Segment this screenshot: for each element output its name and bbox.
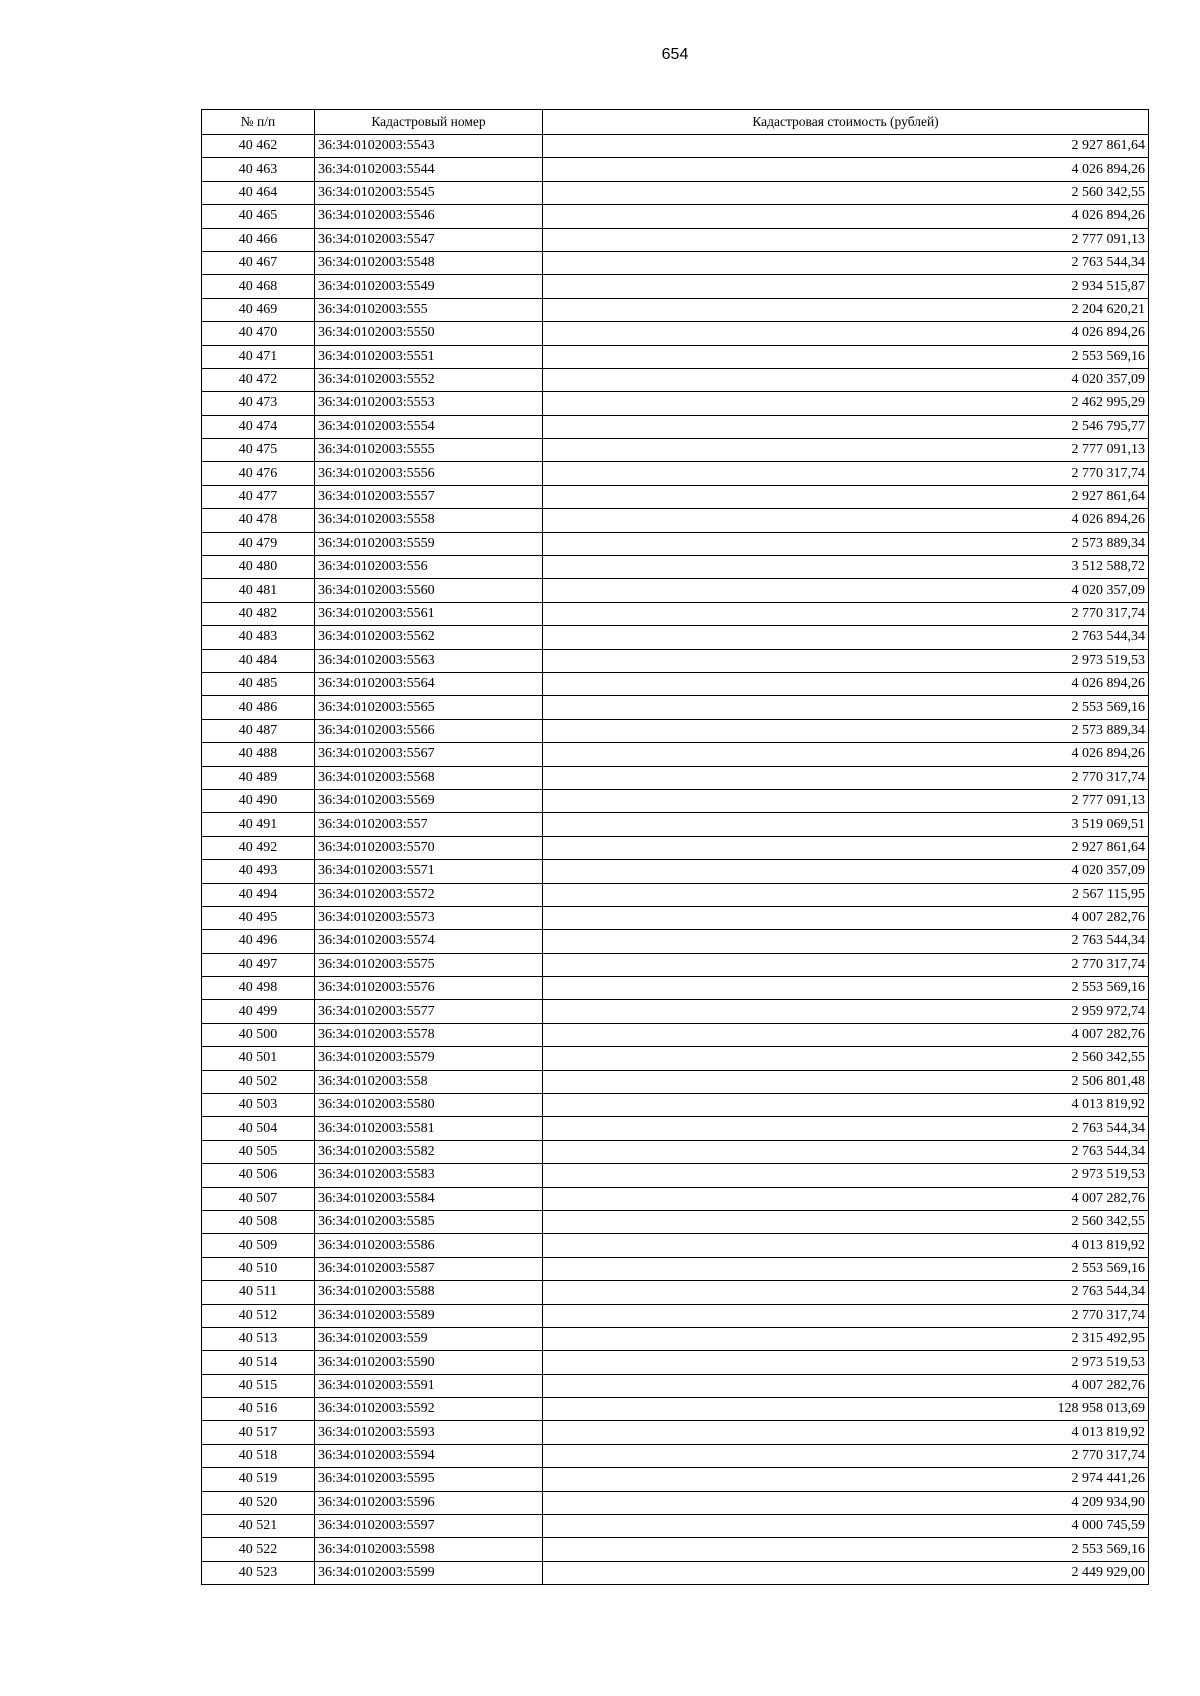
cadastral-number-cell: 36:34:0102003:5565 <box>315 696 543 719</box>
cadastral-value-cell: 2 567 115,95 <box>543 883 1149 906</box>
table-row <box>202 649 1149 672</box>
cadastral-number-cell: 36:34:0102003:5548 <box>315 251 543 274</box>
header-row-number: № п/п <box>202 110 315 135</box>
cadastral-number-cell: 36:34:0102003:5586 <box>315 1234 543 1257</box>
cadastral-number-cell: 36:34:0102003:5561 <box>315 602 543 625</box>
cadastral-value-cell: 4 000 745,59 <box>543 1515 1149 1538</box>
row-number-cell: 40 510 <box>202 1257 315 1280</box>
row-number-cell: 40 462 <box>202 135 315 158</box>
table-row <box>202 135 1149 158</box>
cadastral-number-cell: 36:34:0102003:5597 <box>315 1515 543 1538</box>
table-row <box>202 251 1149 274</box>
table-row <box>202 743 1149 766</box>
cadastral-number-cell: 36:34:0102003:5594 <box>315 1444 543 1467</box>
cadastral-number-cell: 36:34:0102003:5564 <box>315 672 543 695</box>
cadastral-value-cell: 2 934 515,87 <box>543 275 1149 298</box>
row-number-cell: 40 464 <box>202 181 315 204</box>
table-row <box>202 205 1149 228</box>
cadastral-value-cell: 4 007 282,76 <box>543 1187 1149 1210</box>
cadastral-number-cell: 36:34:0102003:5551 <box>315 345 543 368</box>
cadastral-number-cell: 36:34:0102003:5591 <box>315 1374 543 1397</box>
cadastral-number-cell: 36:34:0102003:5598 <box>315 1538 543 1561</box>
table-row <box>202 322 1149 345</box>
table-header <box>202 110 1149 135</box>
table-row <box>202 439 1149 462</box>
cadastral-number-cell: 36:34:0102003:5582 <box>315 1140 543 1163</box>
table-row <box>202 813 1149 836</box>
row-number-cell: 40 498 <box>202 977 315 1000</box>
row-number-cell: 40 512 <box>202 1304 315 1327</box>
cadastral-number-cell: 36:34:0102003:5558 <box>315 509 543 532</box>
cadastral-number-cell: 36:34:0102003:5599 <box>315 1561 543 1584</box>
cadastral-value-cell: 2 506 801,48 <box>543 1070 1149 1093</box>
cadastral-number-cell: 36:34:0102003:5553 <box>315 392 543 415</box>
cadastral-value-cell: 3 512 588,72 <box>543 556 1149 579</box>
cadastral-value-cell: 2 777 091,13 <box>543 789 1149 812</box>
table-row <box>202 532 1149 555</box>
table-row <box>202 579 1149 602</box>
table-row <box>202 1187 1149 1210</box>
header-cadastral-value: Кадастровая стоимость (рублей) <box>543 110 1149 135</box>
table-row <box>202 766 1149 789</box>
row-number-cell: 40 518 <box>202 1444 315 1467</box>
cadastral-value-cell: 4 013 819,92 <box>543 1234 1149 1257</box>
cadastral-value-cell: 2 315 492,95 <box>543 1327 1149 1350</box>
cadastral-value-cell: 2 560 342,55 <box>543 1210 1149 1233</box>
row-number-cell: 40 506 <box>202 1164 315 1187</box>
row-number-cell: 40 492 <box>202 836 315 859</box>
cadastral-number-cell: 36:34:0102003:5578 <box>315 1023 543 1046</box>
cadastral-value-cell: 4 026 894,26 <box>543 158 1149 181</box>
row-number-cell: 40 491 <box>202 813 315 836</box>
cadastral-number-cell: 36:34:0102003:5589 <box>315 1304 543 1327</box>
header-cadastral-number: Кадастровый номер <box>315 110 543 135</box>
cadastral-number-cell: 36:34:0102003:5593 <box>315 1421 543 1444</box>
row-number-cell: 40 468 <box>202 275 315 298</box>
cadastral-value-cell: 4 026 894,26 <box>543 509 1149 532</box>
table-row <box>202 1351 1149 1374</box>
cadastral-value-cell: 2 560 342,55 <box>543 1047 1149 1070</box>
table-row <box>202 1140 1149 1163</box>
row-number-cell: 40 503 <box>202 1094 315 1117</box>
table-row <box>202 789 1149 812</box>
cadastral-number-cell: 36:34:0102003:5579 <box>315 1047 543 1070</box>
table-row <box>202 1561 1149 1584</box>
row-number-cell: 40 471 <box>202 345 315 368</box>
row-number-cell: 40 484 <box>202 649 315 672</box>
row-number-cell: 40 483 <box>202 626 315 649</box>
cadastral-number-cell: 36:34:0102003:557 <box>315 813 543 836</box>
row-number-cell: 40 505 <box>202 1140 315 1163</box>
cadastral-value-cell: 2 763 544,34 <box>543 1281 1149 1304</box>
table-body <box>202 135 1149 1585</box>
table-row <box>202 1304 1149 1327</box>
row-number-cell: 40 482 <box>202 602 315 625</box>
row-number-cell: 40 478 <box>202 509 315 532</box>
cadastral-number-cell: 36:34:0102003:5552 <box>315 368 543 391</box>
cadastral-number-cell: 36:34:0102003:5569 <box>315 789 543 812</box>
cadastral-number-cell: 36:34:0102003:5563 <box>315 649 543 672</box>
row-number-cell: 40 513 <box>202 1327 315 1350</box>
cadastral-number-cell: 36:34:0102003:5559 <box>315 532 543 555</box>
table-row <box>202 158 1149 181</box>
table-row <box>202 1070 1149 1093</box>
cadastral-number-cell: 36:34:0102003:558 <box>315 1070 543 1093</box>
row-number-cell: 40 509 <box>202 1234 315 1257</box>
cadastral-value-cell: 2 770 317,74 <box>543 602 1149 625</box>
cadastral-number-cell: 36:34:0102003:5573 <box>315 906 543 929</box>
row-number-cell: 40 467 <box>202 251 315 274</box>
row-number-cell: 40 493 <box>202 860 315 883</box>
table-row <box>202 181 1149 204</box>
cadastral-value-cell: 128 958 013,69 <box>543 1398 1149 1421</box>
cadastral-number-cell: 36:34:0102003:5567 <box>315 743 543 766</box>
table-row <box>202 1538 1149 1561</box>
table-row <box>202 228 1149 251</box>
cadastral-number-cell: 36:34:0102003:5555 <box>315 439 543 462</box>
table-row <box>202 1281 1149 1304</box>
cadastral-value-cell: 4 007 282,76 <box>543 1374 1149 1397</box>
cadastral-value-cell: 2 927 861,64 <box>543 485 1149 508</box>
cadastral-number-cell: 36:34:0102003:5546 <box>315 205 543 228</box>
cadastral-value-cell: 2 763 544,34 <box>543 251 1149 274</box>
row-number-cell: 40 515 <box>202 1374 315 1397</box>
cadastral-number-cell: 36:34:0102003:555 <box>315 298 543 321</box>
cadastral-value-cell: 2 973 519,53 <box>543 649 1149 672</box>
row-number-cell: 40 520 <box>202 1491 315 1514</box>
table-row <box>202 1257 1149 1280</box>
cadastral-value-cell: 2 770 317,74 <box>543 953 1149 976</box>
table-row <box>202 1047 1149 1070</box>
row-number-cell: 40 516 <box>202 1398 315 1421</box>
cadastral-number-cell: 36:34:0102003:5581 <box>315 1117 543 1140</box>
table-row <box>202 1000 1149 1023</box>
row-number-cell: 40 511 <box>202 1281 315 1304</box>
table-row <box>202 275 1149 298</box>
cadastral-value-cell: 2 573 889,34 <box>543 532 1149 555</box>
cadastral-value-cell: 4 026 894,26 <box>543 322 1149 345</box>
row-number-cell: 40 472 <box>202 368 315 391</box>
row-number-cell: 40 475 <box>202 439 315 462</box>
row-number-cell: 40 517 <box>202 1421 315 1444</box>
row-number-cell: 40 490 <box>202 789 315 812</box>
cadastral-value-cell: 2 777 091,13 <box>543 439 1149 462</box>
row-number-cell: 40 474 <box>202 415 315 438</box>
table-row <box>202 1398 1149 1421</box>
table-row <box>202 672 1149 695</box>
cadastral-number-cell: 36:34:0102003:5575 <box>315 953 543 976</box>
row-number-cell: 40 476 <box>202 462 315 485</box>
cadastral-number-cell: 36:34:0102003:5568 <box>315 766 543 789</box>
row-number-cell: 40 519 <box>202 1468 315 1491</box>
row-number-cell: 40 507 <box>202 1187 315 1210</box>
table-row <box>202 1164 1149 1187</box>
row-number-cell: 40 485 <box>202 672 315 695</box>
row-number-cell: 40 489 <box>202 766 315 789</box>
table-row <box>202 1421 1149 1444</box>
cadastral-value-cell: 2 927 861,64 <box>543 135 1149 158</box>
cadastral-number-cell: 36:34:0102003:5571 <box>315 860 543 883</box>
row-number-cell: 40 521 <box>202 1515 315 1538</box>
row-number-cell: 40 500 <box>202 1023 315 1046</box>
cadastral-number-cell: 36:34:0102003:5560 <box>315 579 543 602</box>
row-number-cell: 40 469 <box>202 298 315 321</box>
cadastral-value-cell: 4 007 282,76 <box>543 906 1149 929</box>
row-number-cell: 40 477 <box>202 485 315 508</box>
cadastral-number-cell: 36:34:0102003:5566 <box>315 719 543 742</box>
table-row <box>202 1515 1149 1538</box>
table-row <box>202 1094 1149 1117</box>
cadastral-value-cell: 2 973 519,53 <box>543 1164 1149 1187</box>
cadastral-number-cell: 36:34:0102003:556 <box>315 556 543 579</box>
row-number-cell: 40 523 <box>202 1561 315 1584</box>
cadastral-number-cell: 36:34:0102003:5588 <box>315 1281 543 1304</box>
cadastral-number-cell: 36:34:0102003:5590 <box>315 1351 543 1374</box>
cadastral-value-cell: 4 007 282,76 <box>543 1023 1149 1046</box>
cadastral-value-cell: 2 462 995,29 <box>543 392 1149 415</box>
cadastral-value-cell: 2 959 972,74 <box>543 1000 1149 1023</box>
cadastral-number-cell: 36:34:0102003:5574 <box>315 930 543 953</box>
cadastral-number-cell: 36:34:0102003:5562 <box>315 626 543 649</box>
cadastral-number-cell: 36:34:0102003:5584 <box>315 1187 543 1210</box>
cadastral-number-cell: 36:34:0102003:5544 <box>315 158 543 181</box>
row-number-cell: 40 501 <box>202 1047 315 1070</box>
row-number-cell: 40 463 <box>202 158 315 181</box>
cadastral-number-cell: 36:34:0102003:5595 <box>315 1468 543 1491</box>
table-row <box>202 1234 1149 1257</box>
cadastral-value-cell: 2 777 091,13 <box>543 228 1149 251</box>
row-number-cell: 40 466 <box>202 228 315 251</box>
table-row <box>202 368 1149 391</box>
table-row <box>202 1327 1149 1350</box>
cadastral-value-cell: 4 020 357,09 <box>543 579 1149 602</box>
row-number-cell: 40 514 <box>202 1351 315 1374</box>
page-number: 654 <box>661 46 689 63</box>
cadastral-value-cell: 2 204 620,21 <box>543 298 1149 321</box>
row-number-cell: 40 465 <box>202 205 315 228</box>
cadastral-value-cell: 3 519 069,51 <box>543 813 1149 836</box>
table-row <box>202 415 1149 438</box>
cadastral-value-cell: 2 553 569,16 <box>543 977 1149 1000</box>
row-number-cell: 40 486 <box>202 696 315 719</box>
cadastral-value-cell: 2 546 795,77 <box>543 415 1149 438</box>
row-number-cell: 40 470 <box>202 322 315 345</box>
cadastral-value-cell: 4 026 894,26 <box>543 672 1149 695</box>
table-row <box>202 906 1149 929</box>
table-row <box>202 392 1149 415</box>
table-row <box>202 1374 1149 1397</box>
table-row <box>202 1468 1149 1491</box>
cadastral-number-cell: 36:34:0102003:5547 <box>315 228 543 251</box>
cadastral-value-cell: 2 763 544,34 <box>543 626 1149 649</box>
row-number-cell: 40 480 <box>202 556 315 579</box>
cadastral-number-cell: 36:34:0102003:5572 <box>315 883 543 906</box>
cadastral-value-cell: 2 974 441,26 <box>543 1468 1149 1491</box>
cadastral-number-cell: 36:34:0102003:5549 <box>315 275 543 298</box>
table-row <box>202 1210 1149 1233</box>
row-number-cell: 40 494 <box>202 883 315 906</box>
cadastral-number-cell: 36:34:0102003:5580 <box>315 1094 543 1117</box>
table-row <box>202 1117 1149 1140</box>
table-row <box>202 1491 1149 1514</box>
table-row <box>202 719 1149 742</box>
cadastral-number-cell: 36:34:0102003:5557 <box>315 485 543 508</box>
row-number-cell: 40 499 <box>202 1000 315 1023</box>
row-number-cell: 40 479 <box>202 532 315 555</box>
cadastral-number-cell: 36:34:0102003:5583 <box>315 1164 543 1187</box>
cadastral-value-cell: 4 026 894,26 <box>543 205 1149 228</box>
table-row <box>202 626 1149 649</box>
cadastral-value-cell: 2 553 569,16 <box>543 1538 1149 1561</box>
cadastral-value-cell: 2 763 544,34 <box>543 930 1149 953</box>
row-number-cell: 40 487 <box>202 719 315 742</box>
cadastral-value-cell: 2 770 317,74 <box>543 766 1149 789</box>
row-number-cell: 40 496 <box>202 930 315 953</box>
cadastral-value-cell: 2 927 861,64 <box>543 836 1149 859</box>
cadastral-value-cell: 4 013 819,92 <box>543 1094 1149 1117</box>
cadastral-value-cell: 4 020 357,09 <box>543 368 1149 391</box>
cadastral-value-cell: 2 449 929,00 <box>543 1561 1149 1584</box>
cadastral-value-cell: 4 026 894,26 <box>543 743 1149 766</box>
cadastral-number-cell: 36:34:0102003:5576 <box>315 977 543 1000</box>
cadastral-number-cell: 36:34:0102003:5577 <box>315 1000 543 1023</box>
cadastral-value-cell: 2 763 544,34 <box>543 1140 1149 1163</box>
cadastral-value-cell: 2 770 317,74 <box>543 1444 1149 1467</box>
cadastral-value-cell: 4 020 357,09 <box>543 860 1149 883</box>
table-row <box>202 930 1149 953</box>
table-row <box>202 860 1149 883</box>
cadastral-number-cell: 36:34:0102003:5587 <box>315 1257 543 1280</box>
cadastral-value-cell: 2 553 569,16 <box>543 696 1149 719</box>
cadastral-value-cell: 2 770 317,74 <box>543 462 1149 485</box>
cadastral-number-cell: 36:34:0102003:5543 <box>315 135 543 158</box>
row-number-cell: 40 522 <box>202 1538 315 1561</box>
cadastral-number-cell: 36:34:0102003:5596 <box>315 1491 543 1514</box>
cadastral-value-cell: 2 770 317,74 <box>543 1304 1149 1327</box>
table-row <box>202 602 1149 625</box>
cadastral-value-cell: 2 553 569,16 <box>543 345 1149 368</box>
row-number-cell: 40 497 <box>202 953 315 976</box>
table-row <box>202 953 1149 976</box>
table-row <box>202 485 1149 508</box>
row-number-cell: 40 481 <box>202 579 315 602</box>
table-row <box>202 509 1149 532</box>
cadastral-number-cell: 36:34:0102003:559 <box>315 1327 543 1350</box>
table-row <box>202 298 1149 321</box>
cadastral-value-cell: 2 573 889,34 <box>543 719 1149 742</box>
cadastral-number-cell: 36:34:0102003:5550 <box>315 322 543 345</box>
table-row <box>202 836 1149 859</box>
cadastral-value-cell: 4 013 819,92 <box>543 1421 1149 1444</box>
table-row <box>202 883 1149 906</box>
table-row <box>202 345 1149 368</box>
table-row <box>202 696 1149 719</box>
cadastral-value-cell: 4 209 934,90 <box>543 1491 1149 1514</box>
cadastral-number-cell: 36:34:0102003:5585 <box>315 1210 543 1233</box>
row-number-cell: 40 473 <box>202 392 315 415</box>
row-number-cell: 40 495 <box>202 906 315 929</box>
row-number-cell: 40 504 <box>202 1117 315 1140</box>
row-number-cell: 40 508 <box>202 1210 315 1233</box>
table-row <box>202 977 1149 1000</box>
cadastral-number-cell: 36:34:0102003:5545 <box>315 181 543 204</box>
cadastral-value-cell: 2 560 342,55 <box>543 181 1149 204</box>
row-number-cell: 40 488 <box>202 743 315 766</box>
table-row <box>202 462 1149 485</box>
cadastral-number-cell: 36:34:0102003:5554 <box>315 415 543 438</box>
cadastral-value-cell: 2 763 544,34 <box>543 1117 1149 1140</box>
cadastral-value-cell: 2 973 519,53 <box>543 1351 1149 1374</box>
table-row <box>202 1023 1149 1046</box>
cadastral-value-table <box>201 109 1149 1585</box>
row-number-cell: 40 502 <box>202 1070 315 1093</box>
table-row <box>202 1444 1149 1467</box>
table-row <box>202 556 1149 579</box>
cadastral-number-cell: 36:34:0102003:5570 <box>315 836 543 859</box>
cadastral-number-cell: 36:34:0102003:5592 <box>315 1398 543 1421</box>
cadastral-value-cell: 2 553 569,16 <box>543 1257 1149 1280</box>
cadastral-number-cell: 36:34:0102003:5556 <box>315 462 543 485</box>
header-row <box>202 110 1149 135</box>
